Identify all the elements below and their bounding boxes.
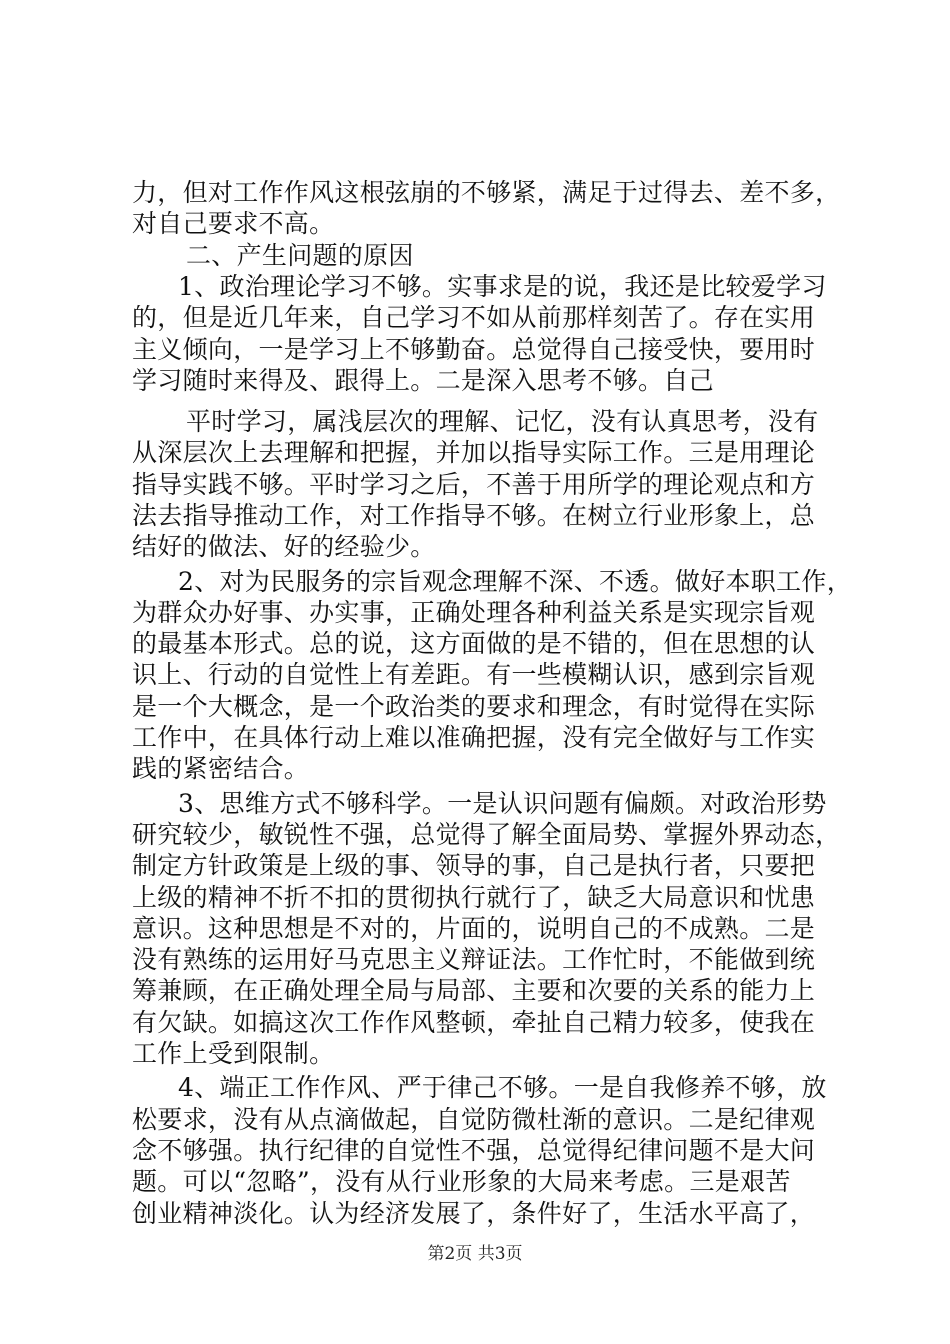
text-line: 1、政治理论学习不够。实事求是的说，我还是比较爱学习 [178, 272, 827, 301]
text-line: 的最基本形式。总的说，这方面做的是不错的，但在思想的认 [132, 629, 816, 658]
text-line: 念不够强。执行纪律的自觉性不强，总觉得纪律问题不是大问 [132, 1136, 816, 1165]
text-line: 指导实践不够。平时学习之后，不善于用所学的理论观点和方 [132, 470, 816, 499]
section-heading: 二、产生问题的原因 [186, 241, 414, 270]
text-line: 有欠缺。如搞这次工作作风整顿，牵扯自己精力较多，使我在 [132, 1008, 816, 1037]
text-line: 的，但是近几年来，自己学习不如从前那样刻苦了。存在实用 [132, 303, 816, 332]
text-line: 法去指导推动工作，对工作指导不够。在树立行业形象上，总 [132, 501, 816, 530]
text-line: 3、思维方式不够科学。一是认识问题有偏颇。对政治形势 [178, 789, 827, 818]
text-line: 为群众办好事、办实事，正确处理各种利益关系是实现宗旨观 [132, 598, 816, 627]
text-line: 学习随时来得及、跟得上。二是深入思考不够。自己 [132, 366, 714, 395]
text-line: 对自己要求不高。 [132, 209, 335, 238]
text-line: 没有熟练的运用好马克思主义辩证法。工作忙时，不能做到统 [132, 945, 816, 974]
text-line: 研究较少，敏锐性不强，总觉得了解全面局势、掌握外界动态， [132, 820, 841, 849]
text-line: 工作中，在具体行动上难以准确把握，没有完全做好与工作实 [132, 723, 816, 752]
text-line: 结好的做法、好的经验少。 [132, 532, 436, 561]
text-line: 筹兼顾，在正确处理全局与局部、主要和次要的关系的能力上 [132, 976, 816, 1005]
text-line: 松要求，没有从点滴做起，自觉防微杜渐的意识。二是纪律观 [132, 1105, 816, 1134]
page-number-footer: 第2页 共3页 [427, 1244, 523, 1264]
text-line: 平时学习，属浅层次的理解、记忆，没有认真思考，没有 [186, 407, 819, 436]
text-line: 主义倾向，一是学习上不够勤奋。总觉得自己接受快，要用时 [132, 335, 816, 364]
text-line: 是一个大概念，是一个政治类的要求和理念，有时觉得在实际 [132, 692, 816, 721]
text-line: 上级的精神不折不扣的贯彻执行就行了，缺乏大局意识和忧患 [132, 883, 816, 912]
text-line: 工作上受到限制。 [132, 1039, 335, 1068]
text-line: 创业精神淡化。认为经济发展了，条件好了，生活水平高了， [132, 1199, 816, 1228]
text-line: 题。可以“忽略”，没有从行业形象的大局来考虑。三是艰苦 [132, 1167, 791, 1196]
text-line: 制定方针政策是上级的事、领导的事，自己是执行者，只要把 [132, 851, 816, 880]
text-line: 践的紧密结合。 [132, 754, 310, 783]
text-line: 2、对为民服务的宗旨观念理解不深、不透。做好本职工作， [178, 567, 853, 596]
text-line: 识上、行动的自觉性上有差距。有一些模糊认识，感到宗旨观 [132, 660, 816, 689]
text-line: 力，但对工作作风这根弦崩的不够紧，满足于过得去、差不多， [132, 178, 841, 207]
text-line: 从深层次上去理解和把握，并加以指导实际工作。三是用理论 [132, 438, 816, 467]
text-line: 4、端正工作作风、严于律己不够。一是自我修养不够，放 [178, 1073, 827, 1102]
text-line: 意识。这种思想是不对的，片面的，说明自己的不成熟。二是 [132, 914, 816, 943]
